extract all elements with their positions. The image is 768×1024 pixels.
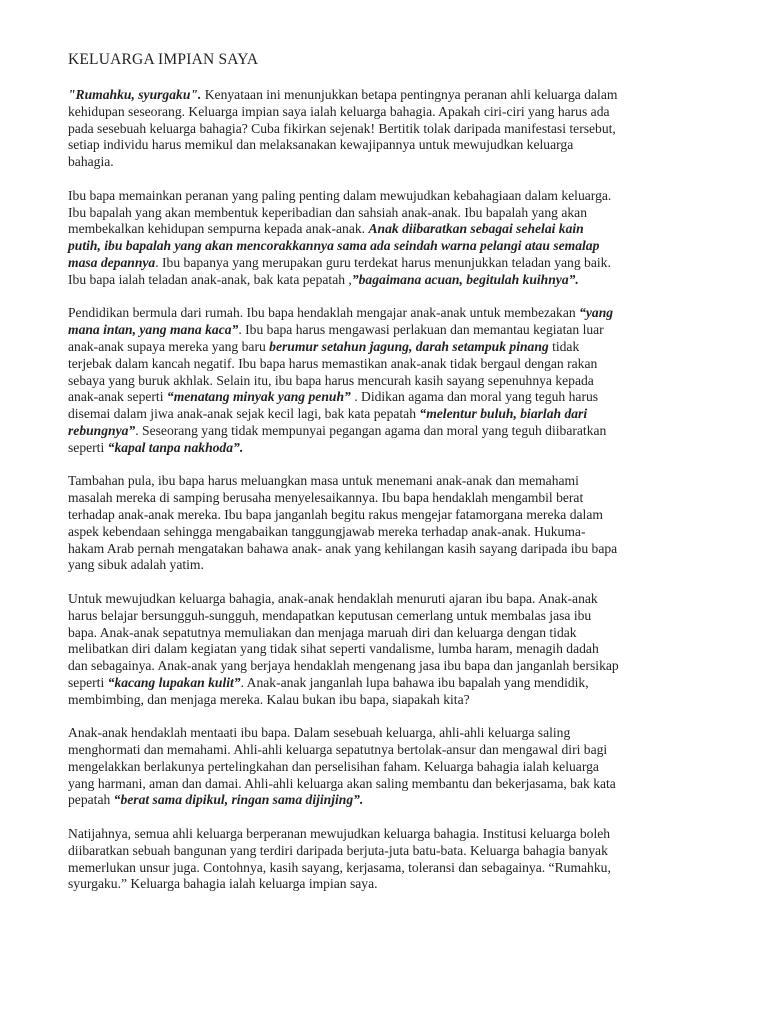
text-line	[68, 490, 708, 507]
text-segment: Kenyataan ini menunjukkan betapa pentingnya peranan ahli keluarga dalam	[201, 87, 618, 102]
text-line	[68, 255, 708, 272]
text-line	[68, 322, 708, 339]
emphasized-proverb: “kapal tanpa nakhoda”.	[107, 439, 244, 455]
emphasized-proverb: putih, ibu bapalah yang akan mencorakkannya sama ada seindah warna pelangi atau semalap	[68, 238, 600, 254]
text-line	[68, 725, 708, 742]
document-body	[68, 87, 708, 893]
text-segment: tidak	[548, 338, 580, 354]
text-segment: membimbing, dan menjaga mereka. Kalau bukan ibu bapa, siapakah kita?	[68, 691, 470, 707]
document-title: KELUARGA IMPIAN SAYA	[68, 51, 259, 68]
text-segment: yang sibuk adalah yatim.	[68, 557, 204, 573]
text-segment: melibatkan diri dalam kegiatan yang tidak sihat seperti vandalisme, lumba haram, menagih dadah	[68, 641, 599, 657]
emphasized-proverb: ”bagaimana acuan, begitulah kuihnya”.	[351, 271, 579, 287]
text-segment: . Ibu bapa harus mengawasi perlakuan dan memantau kegiatan luar	[238, 322, 604, 338]
text-line	[68, 406, 708, 423]
text-segment: setiap individu harus memikul dan melaksanakan kewajipannya untuk mewujudkan keluarga	[68, 137, 574, 153]
paragraph	[68, 305, 708, 456]
text-line	[68, 625, 708, 642]
emphasized-proverb: masa depannya	[68, 254, 156, 270]
text-segment: yang harmani, aman dan damai. Ahli-ahli keluarga akan saling membantu dan bekerjasama, bak kata	[68, 775, 616, 791]
text-segment: seperti	[68, 439, 108, 455]
text-segment: pada sesebuah keluarga bahagia? Cuba fikirkan sejenak! Bertitik tolak daripada manifestasi tersebut,	[68, 120, 616, 136]
text-line	[68, 742, 708, 759]
text-line	[68, 826, 708, 843]
text-segment: masalah mereka di samping berusaha menyelesaikannya. Ibu bapa hendaklah mengambil berat	[68, 490, 584, 506]
text-segment: Ibu bapa ialah teladan anak-anak, bak kata pepatah ,	[68, 271, 352, 287]
text-segment: Ibu bapa memainkan peranan yang paling penting dalam mewujudkan kebahagiaan dalam keluarga.	[68, 187, 612, 203]
text-segment: . Seseorang yang tidak mempunyai pegangan agama dan moral yang teguh diibaratkan	[135, 422, 607, 438]
text-line	[68, 876, 708, 893]
text-segment: Anak-anak hendaklah mentaati ibu bapa. Dalam sesebuah keluarga, ahli-ahli keluarga saling	[68, 725, 571, 741]
document-page	[68, 50, 708, 910]
text-segment: . Didikan agama dan moral yang teguh harus	[350, 389, 599, 405]
text-line	[68, 104, 708, 121]
text-line	[68, 87, 708, 104]
text-line	[68, 305, 708, 322]
text-line	[68, 675, 708, 692]
text-line	[68, 524, 708, 541]
text-line	[68, 154, 708, 171]
text-line	[68, 188, 708, 205]
text-segment: dan sebagainya. Anak-anak yang berjaya hendaklah mengenang jasa ibu bapa dan janganlah bersikap	[68, 658, 619, 674]
text-segment: aspek kebendaan sehingga mengabaikan tanggungjawab mereka terhadap anak-anak. Hukuma-	[68, 523, 586, 539]
text-line	[68, 507, 708, 524]
emphasized-proverb: “menatang minyak yang penuh”	[166, 389, 351, 405]
text-segment: Natijahnya, semua ahli keluarga berperanan mewujudkan keluarga bahagia. Institusi keluarga boleh	[68, 826, 611, 842]
paragraph	[68, 826, 708, 893]
emphasized-proverb: “berat sama dipikul, ringan sama dijinjing”.	[113, 792, 364, 808]
text-line	[68, 692, 708, 709]
text-line	[68, 137, 708, 154]
text-segment: seperti	[68, 674, 108, 690]
text-segment: bahagia.	[68, 154, 114, 170]
emphasized-proverb: “kacang lupakan kulit”	[107, 674, 241, 690]
text-line	[68, 339, 708, 356]
emphasized-proverb: “melentur buluh, biarlah dari	[419, 406, 588, 422]
text-segment: menghormati dan memahami. Ahli-ahli keluarga sepatutnya bertolak-ansur dan mengawal diri bagi	[68, 742, 608, 758]
text-segment: . Ibu bapanya yang merupakan guru terdekat harus menunjukkan teladan yang baik.	[155, 254, 611, 270]
text-segment: pepatah	[68, 792, 114, 808]
text-segment: disemai dalam jiwa anak-anak sejak kecil lagi, bak kata pepatah	[68, 406, 420, 422]
paragraph	[68, 591, 708, 709]
text-line	[68, 238, 708, 255]
text-segment: syurgaku.” Keluarga bahagia ialah keluarga impian saya.	[68, 876, 378, 892]
text-segment: diibaratkan sebuah bangunan yang terdiri daripada berjuta-juta batu-bata. Keluarga bahagia banyak	[68, 842, 608, 858]
emphasized-proverb: “yang	[579, 305, 614, 321]
text-line	[68, 373, 708, 390]
paragraph	[68, 725, 708, 809]
text-line	[68, 272, 708, 289]
text-line	[68, 658, 708, 675]
text-line	[68, 473, 708, 490]
paragraph	[68, 87, 708, 171]
text-line	[68, 541, 708, 558]
text-segment: mengelakkan berlakunya pertelingkahan dan perselisihan faham. Keluarga bahagia ialah keluarga	[68, 758, 599, 774]
text-line	[68, 205, 708, 222]
text-line	[68, 843, 708, 860]
text-line	[68, 860, 708, 877]
text-line	[68, 440, 708, 457]
emphasized-proverb: "Rumahku, syurgaku".	[68, 87, 202, 102]
text-line	[68, 792, 708, 809]
text-segment: Untuk mewujudkan keluarga bahagia, anak-anak hendaklah menuruti ajaran ibu bapa. Anak-anak	[68, 590, 598, 606]
text-segment: . Anak-anak janganlah lupa bahawa ibu bapalah yang mendidik,	[240, 674, 589, 690]
text-line	[68, 608, 708, 625]
text-line	[68, 423, 708, 440]
text-segment: Ibu bapalah yang akan membentuk keperibadian dan sahsiah anak-anak. Ibu bapalah yang akan	[68, 204, 587, 220]
emphasized-proverb: rebungnya”	[68, 422, 136, 438]
text-line	[68, 356, 708, 373]
text-segment: Pendidikan bermula dari rumah. Ibu bapa hendaklah mengajar anak-anak untuk membezakan	[68, 305, 580, 321]
text-line	[68, 641, 708, 658]
text-line	[68, 121, 708, 138]
text-segment: Tambahan pula, ibu bapa harus meluangkan masa untuk menemani anak-anak dan memahami	[68, 473, 579, 489]
text-line	[68, 389, 708, 406]
text-line	[68, 591, 708, 608]
text-segment: membekalkan kehidupan sempurna kepada anak-anak.	[68, 221, 369, 237]
paragraph	[68, 188, 708, 289]
emphasized-proverb: berumur setahun jagung, darah setampuk pinang	[269, 338, 549, 354]
text-segment: bapa. Anak-anak sepatutnya memuliakan dan menjaga maruah diri dan keluarga dengan tidak	[68, 624, 577, 640]
emphasized-proverb: mana intan, yang mana kaca”	[68, 322, 239, 338]
text-line	[68, 776, 708, 793]
paragraph	[68, 473, 708, 574]
emphasized-proverb: Anak diibaratkan sebagai sehelai kain	[368, 221, 584, 237]
text-segment: terjebak dalam kancah negatif. Ibu bapa harus memastikan anak-anak tidak bergaul dengan rakan	[68, 355, 598, 371]
text-segment: kehidupan seseorang. Keluarga impian saya ialah keluarga bahagia. Apakah ciri-ciri yang harus ada	[68, 103, 610, 119]
text-segment: anak-anak seperti	[68, 389, 167, 405]
text-segment: memerlukan unsur juga. Contohnya, kasih sayang, kerjasama, toleransi dan sebagainya. “Rumahku,	[68, 859, 611, 875]
text-segment: terhadap anak-anak mereka. Ibu bapa janganlah begitu rakus mengejar fatamorgana mereka dalam	[68, 506, 603, 522]
text-line	[68, 221, 708, 238]
text-line	[68, 557, 708, 574]
text-segment: harus belajar bersungguh-sungguh, mendapatkan keputusan cemerlang untuk membalas jasa ibu	[68, 607, 592, 623]
text-segment: sebaya yang buruk akhlak. Selain itu, ibu bapa harus mencurah kasih sayang sepenuhnya kepada	[68, 372, 594, 388]
text-segment: anak-anak supaya mereka yang baru	[68, 338, 270, 354]
text-segment: hakam Arab pernah mengatakan bahawa anak- anak yang kehilangan kasih sayang daripada ibu bapa	[68, 540, 618, 556]
text-line	[68, 759, 708, 776]
